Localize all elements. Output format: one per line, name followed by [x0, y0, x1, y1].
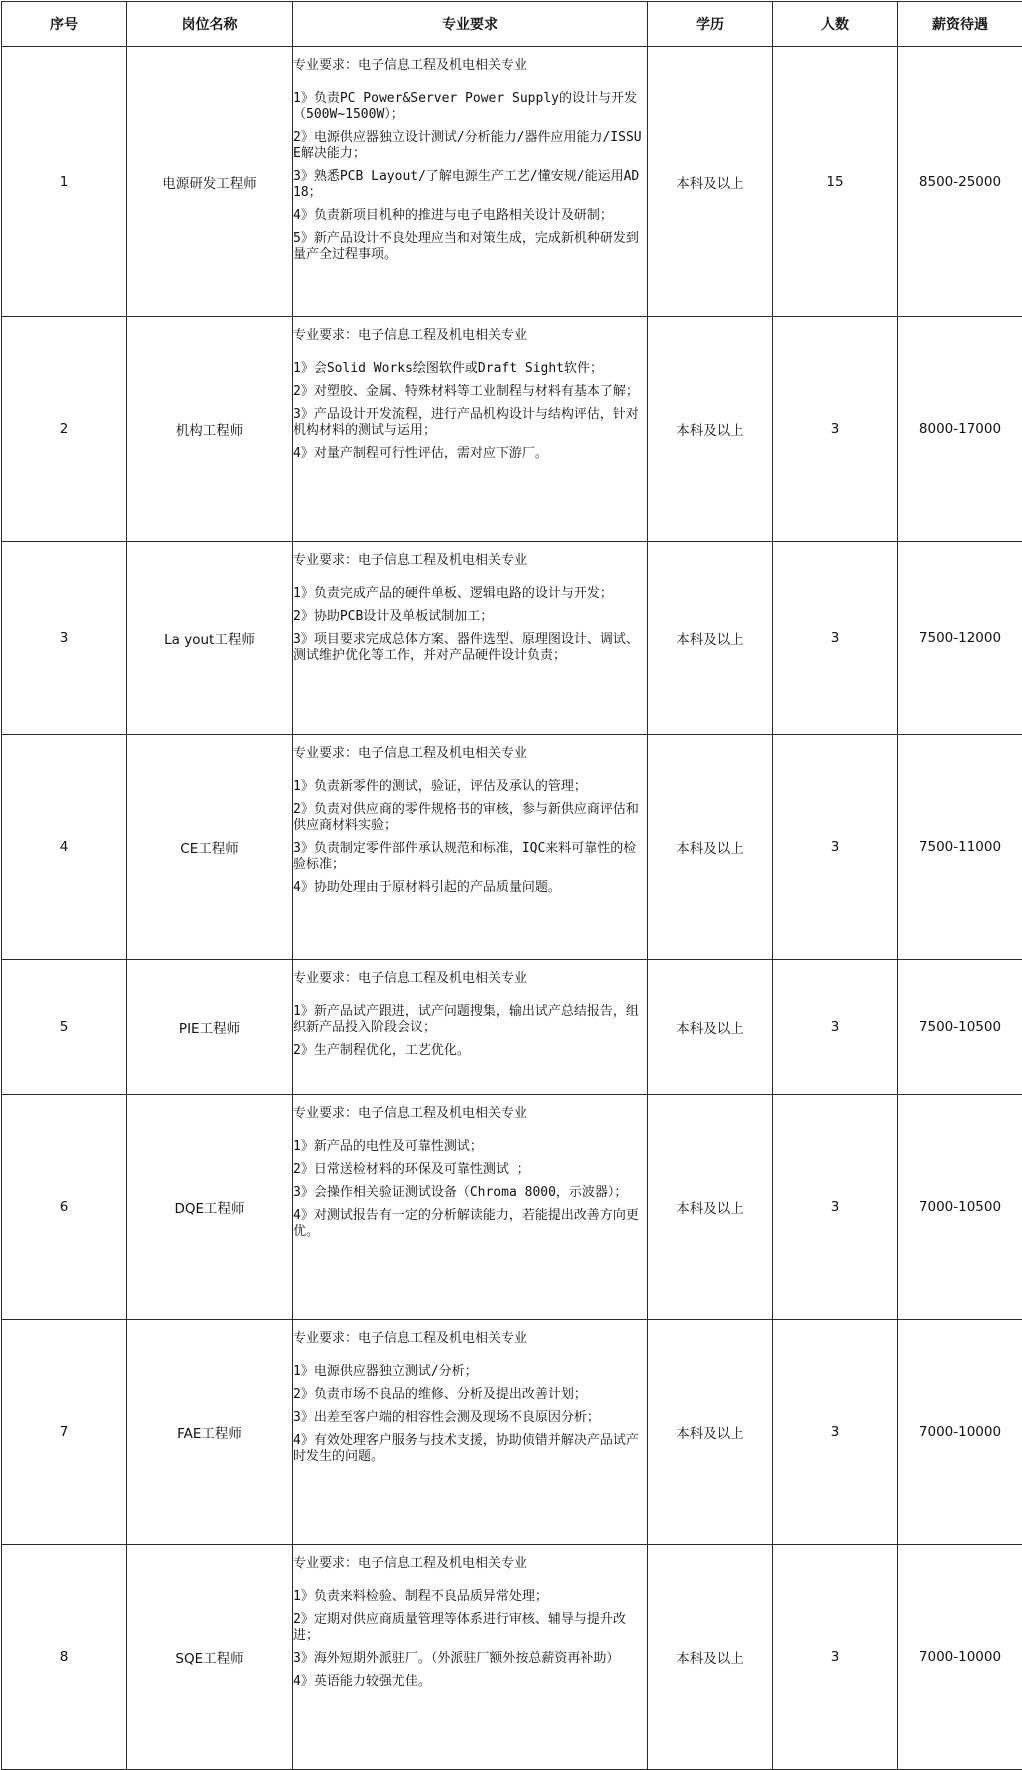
- requirement-item: 3》熟悉PCB Layout/了解电源生产工艺/懂安规/能运用AD18；: [293, 169, 647, 201]
- table-row: [2, 317, 1022, 542]
- requirement-item: 1》负责完成产品的硬件单板、逻辑电路的设计与开发；: [293, 586, 647, 602]
- requirement-item: 1》新产品的电性及可靠性测试；: [293, 1139, 647, 1155]
- cell-no: 4: [2, 735, 127, 960]
- cell-position: 机构工程师: [127, 317, 293, 542]
- cell-position: SQE工程师: [127, 1545, 293, 1770]
- cell-no: 8: [2, 1545, 127, 1770]
- header-position: 岗位名称: [127, 2, 293, 47]
- requirement-item: 4》英语能力较强尤佳。: [293, 1674, 647, 1690]
- table-row: [2, 542, 1022, 735]
- cell-no: 3: [2, 542, 127, 735]
- cell-no: 7: [2, 1320, 127, 1545]
- requirement-item: 4》对测试报告有一定的分析解读能力，若能提出改善方向更优。: [293, 1208, 647, 1240]
- cell-no: 5: [2, 960, 127, 1095]
- table-row: [2, 1545, 1022, 1770]
- requirement-item: 1》负责来料检验、制程不良品质异常处理；: [293, 1589, 647, 1605]
- cell-position: CE工程师: [127, 735, 293, 960]
- requirement-item: 2》负责市场不良品的维修、分析及提出改善计划；: [293, 1387, 647, 1403]
- requirement-item: 3》项目要求完成总体方案、器件选型、原理图设计、调试、测试维护优化等工作，并对产品硬件设计负责；: [293, 632, 647, 664]
- cell-requirements: [293, 735, 648, 960]
- cell-salary: 7000-10000: [898, 1320, 1022, 1545]
- requirement-item: 3》海外短期外派驻厂。（外派驻厂额外按总薪资再补助）: [293, 1651, 647, 1667]
- cell-position: FAE工程师: [127, 1320, 293, 1545]
- cell-position: La yout工程师: [127, 542, 293, 735]
- cell-requirements: [293, 960, 648, 1095]
- cell-salary: 7000-10000: [898, 1545, 1022, 1770]
- header-row: [2, 2, 1022, 47]
- table-row: [2, 960, 1022, 1095]
- requirement-item: 2》电源供应器独立设计测试/分析能力/器件应用能力/ISSUE解决能力；: [293, 130, 647, 162]
- header-count: 人数: [773, 2, 898, 47]
- cell-count: 3: [773, 317, 898, 542]
- cell-no: 1: [2, 47, 127, 317]
- cell-requirements: [293, 542, 648, 735]
- cell-education: 本科及以上: [648, 735, 773, 960]
- cell-count: 3: [773, 960, 898, 1095]
- requirement-item: 4》有效处理客户服务与技术支援，协助侦错并解决产品试产时发生的问题。: [293, 1433, 647, 1465]
- cell-count: 3: [773, 542, 898, 735]
- cell-education: 本科及以上: [648, 960, 773, 1095]
- cell-salary: 7500-12000: [898, 542, 1022, 735]
- requirement-item: 2》协助PCB设计及单板试制加工；: [293, 609, 647, 625]
- cell-position: PIE工程师: [127, 960, 293, 1095]
- cell-count: 3: [773, 735, 898, 960]
- requirement-item: 5》新产品设计不良处理应当和对策生成，完成新机种研发到量产全过程事项。: [293, 231, 647, 263]
- cell-requirements: [293, 47, 648, 317]
- header-requirements: 专业要求: [293, 2, 648, 47]
- cell-position: DQE工程师: [127, 1095, 293, 1320]
- requirement-item: 3》产品设计开发流程，进行产品机构设计与结构评估，针对机构材料的测试与运用；: [293, 407, 647, 439]
- cell-requirements: [293, 1545, 648, 1770]
- cell-education: 本科及以上: [648, 1095, 773, 1320]
- cell-count: 3: [773, 1545, 898, 1770]
- major-requirement: 专业要求：电子信息工程及机电相关专业: [293, 553, 647, 569]
- header-salary: 薪资待遇: [898, 2, 1022, 47]
- table-row: [2, 1095, 1022, 1320]
- table-row: [2, 735, 1022, 960]
- cell-education: 本科及以上: [648, 317, 773, 542]
- job-table: [1, 1, 1022, 1770]
- major-requirement: 专业要求：电子信息工程及机电相关专业: [293, 1331, 647, 1347]
- requirement-item: 1》新产品试产跟进，试产问题搜集，输出试产总结报告，组织新产品投入阶段会议；: [293, 1004, 647, 1036]
- cell-requirements: [293, 1320, 648, 1545]
- requirement-item: 3》会操作相关验证测试设备（Chroma 8000，示波器）；: [293, 1185, 647, 1201]
- requirement-item: 1》电源供应器独立测试/分析；: [293, 1364, 647, 1380]
- table-body: [2, 47, 1022, 1770]
- requirement-item: 1》负责PC Power&Server Power Supply的设计与开发（500W~1500W）；: [293, 91, 647, 123]
- requirement-item: 1》会Solid Works绘图软件或Draft Sight软件；: [293, 361, 647, 377]
- requirement-item: 4》对量产制程可行性评估，需对应下游厂。: [293, 446, 647, 462]
- cell-no: 2: [2, 317, 127, 542]
- cell-education: 本科及以上: [648, 1320, 773, 1545]
- requirement-item: 4》协助处理由于原材料引起的产品质量问题。: [293, 880, 647, 896]
- cell-count: 3: [773, 1320, 898, 1545]
- table-row: [2, 47, 1022, 317]
- major-requirement: 专业要求：电子信息工程及机电相关专业: [293, 1556, 647, 1572]
- major-requirement: 专业要求：电子信息工程及机电相关专业: [293, 58, 647, 74]
- major-requirement: 专业要求：电子信息工程及机电相关专业: [293, 971, 647, 987]
- requirement-item: 2》日常送检材料的环保及可靠性测试 ；: [293, 1162, 647, 1178]
- table-row: [2, 1320, 1022, 1545]
- major-requirement: 专业要求：电子信息工程及机电相关专业: [293, 1106, 647, 1122]
- cell-requirements: [293, 317, 648, 542]
- cell-education: 本科及以上: [648, 47, 773, 317]
- major-requirement: 专业要求：电子信息工程及机电相关专业: [293, 746, 647, 762]
- requirement-item: 1》负责新零件的测试，验证，评估及承认的管理；: [293, 779, 647, 795]
- cell-education: 本科及以上: [648, 542, 773, 735]
- requirement-item: 2》生产制程优化，工艺优化。: [293, 1043, 647, 1059]
- cell-no: 6: [2, 1095, 127, 1320]
- requirement-item: 3》出差至客户端的相容性会测及现场不良原因分析；: [293, 1410, 647, 1426]
- cell-position: 电源研发工程师: [127, 47, 293, 317]
- requirement-item: 2》定期对供应商质量管理等体系进行审核、辅导与提升改进；: [293, 1612, 647, 1644]
- header-no: 序号: [2, 2, 127, 47]
- requirement-item: 4》负责新项目机种的推进与电子电路相关设计及研制；: [293, 208, 647, 224]
- major-requirement: 专业要求：电子信息工程及机电相关专业: [293, 328, 647, 344]
- cell-requirements: [293, 1095, 648, 1320]
- requirement-item: 2》对塑胶、金属、特殊材料等工业制程与材料有基本了解；: [293, 384, 647, 400]
- cell-education: 本科及以上: [648, 1545, 773, 1770]
- requirement-item: 3》负责制定零件部件承认规范和标准，IQC来料可靠性的检验标准；: [293, 841, 647, 873]
- cell-salary: 8000-17000: [898, 317, 1022, 542]
- table-header: [2, 2, 1022, 47]
- requirement-item: 2》负责对供应商的零件规格书的审核，参与新供应商评估和供应商材料实验；: [293, 802, 647, 834]
- cell-count: 15: [773, 47, 898, 317]
- cell-count: 3: [773, 1095, 898, 1320]
- cell-salary: 7000-10500: [898, 1095, 1022, 1320]
- cell-salary: 7500-10500: [898, 960, 1022, 1095]
- cell-salary: 8500-25000: [898, 47, 1022, 317]
- header-education: 学历: [648, 2, 773, 47]
- cell-salary: 7500-11000: [898, 735, 1022, 960]
